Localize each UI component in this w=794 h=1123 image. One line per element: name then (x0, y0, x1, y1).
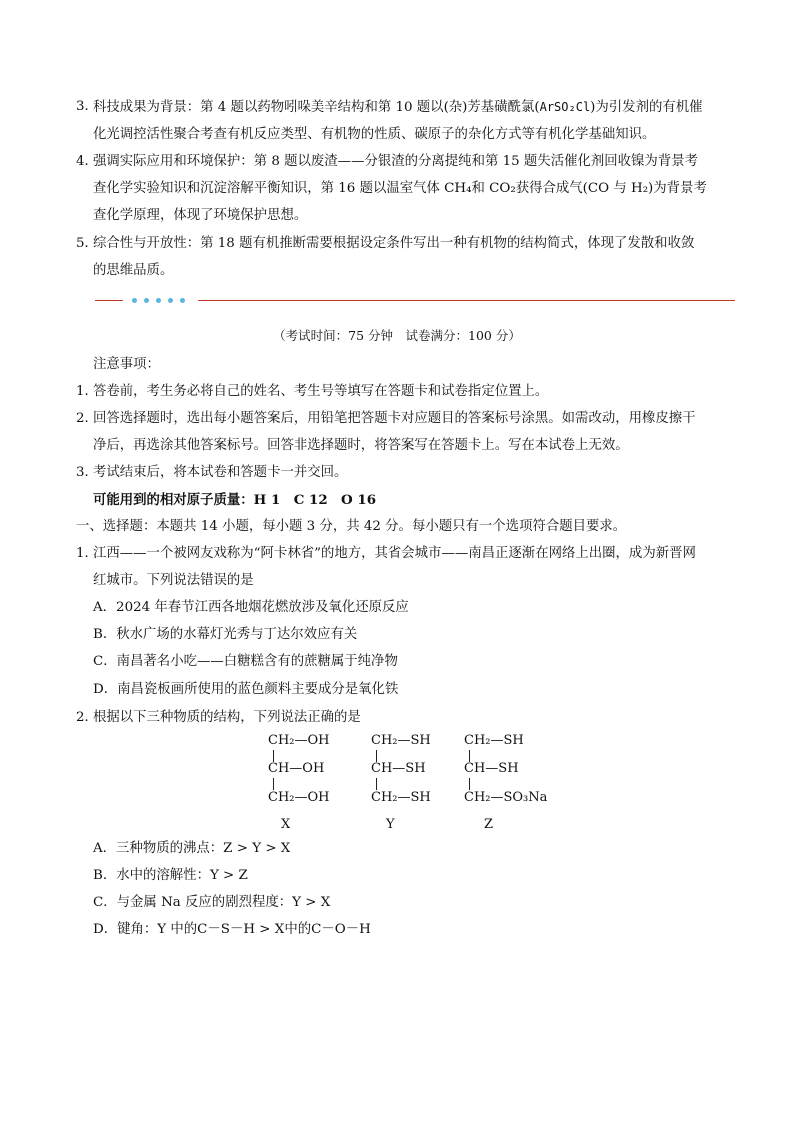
question-2-option-b[interactable]: B．水中的溶解性：Y > Z (93, 868, 248, 883)
question-1-option-b[interactable]: B．秋水广场的水幕灯光秀与丁达尔效应有关 (93, 627, 358, 642)
intro-point-3-text: 科技成果为背景：第 4 题以药物吲哚美辛结构和第 10 题以(杂)芳基磺酰氯( (93, 100, 540, 115)
divider-dot (180, 298, 185, 303)
structure-x-row-3: CH₂—OH (268, 790, 330, 805)
intro-point-4-text: 强调实际应用和环境保护：第 8 题以废渣——分银渣的分离提纯和第 15 题失活催化剂回收镍为背景考 (93, 154, 698, 169)
reagent-formula: ArSO₂Cl (539, 100, 591, 114)
divider-dot (156, 298, 161, 303)
structure-y-row-3: CH₂—SH (371, 790, 431, 805)
intro-point-4-cont2: 查化学原理，体现了环境保护思想。 (93, 208, 308, 223)
atomic-mass-line: 可能用到的相对原子质量：H 1 C 12 O 16 (93, 492, 377, 508)
structure-y-row-2: CH—SH (371, 761, 426, 776)
bond-line (469, 778, 470, 790)
question-1-stem: 江西——一个被网友戏称为“阿卡林省”的地方，其省会城市——南昌正逐渐在网络上出圈，成为新晋网 (93, 546, 696, 561)
divider-dot (132, 298, 137, 303)
intro-point-4-cont: 查化学实验知识和沉淀溶解平衡知识，第 16 题以温室气体 CH₄和 CO₂获得合成气(CO 与 H₂)为背景考 (93, 181, 707, 196)
notice-title: 注意事项： (93, 357, 160, 372)
divider-dot (144, 298, 149, 303)
intro-point-5-text: 综合性与开放性：第 18 题有机推断需要根据设定条件写出一种有机物的结构简式，体现了发散和收敛 (93, 236, 695, 251)
structure-x-row-1: CH₂—OH (268, 733, 330, 748)
notice-3-text: 考试结束后，将本试卷和答题卡一并交回。 (93, 465, 348, 480)
intro-point-3-cont: 化光调控活性聚合考查有机反应类型、有机物的性质、碳原子的杂化方式等有机化学基础知识。 (93, 127, 656, 142)
bond-line (273, 778, 274, 790)
structure-y-label: Y (386, 817, 395, 832)
question-1-stem-cont: 红城市。下列说法错误的是 (93, 573, 254, 588)
question-2-option-d[interactable]: D．键角：Y 中的C－S－H > X中的C－O－H (93, 922, 371, 937)
question-2-stem: 根据以下三种物质的结构，下列说法正确的是 (93, 710, 361, 725)
divider-line-left (95, 300, 123, 301)
structure-z-label: Z (484, 817, 494, 832)
question-2-option-c[interactable]: C．与金属 Na 反应的剧烈程度：Y > X (93, 895, 331, 910)
structure-z-row-2: CH—SH (464, 761, 519, 776)
section-divider (95, 300, 735, 302)
divider-line-right (198, 300, 735, 301)
structure-z-row-3: CH₂—SO₃Na (464, 790, 548, 805)
question-number: 1． (76, 546, 98, 561)
notice-2-text: 回答选择题时，选出每小题答案后，用铅笔把答题卡对应题目的答案标号涂黑。如需改动，用橡皮擦干 (93, 411, 696, 426)
question-1-option-d[interactable]: D．南昌瓷板画所使用的蓝色颜料主要成分是氧化铁 (93, 682, 399, 697)
question-1-option-c[interactable]: C．南昌著名小吃——白糖糕含有的蔗糖属于纯净物 (93, 654, 398, 669)
notice-1-text: 答卷前，考生务必将自己的姓名、考生号等填写在答题卡和试卷指定位置上。 (93, 384, 549, 399)
intro-point-3-text-tail: )为引发剂的有机催 (590, 100, 703, 115)
question-number: 2． (76, 710, 98, 725)
structure-x-label: X (281, 817, 291, 832)
structure-x-row-2: CH—OH (268, 761, 325, 776)
intro-point-5-cont: 的思维品质。 (93, 263, 174, 278)
structure-z-row-1: CH₂—SH (464, 733, 524, 748)
section-header: 一、选择题：本题共 14 小题，每小题 3 分，共 42 分。每小题只有一个选项符合题目要求。 (76, 519, 627, 534)
exam-info: （考试时间：75 分钟 试卷满分：100 分） (273, 328, 521, 343)
question-1-option-a[interactable]: A．2024 年春节江西各地烟花燃放涉及氧化还原反应 (93, 600, 409, 615)
question-2-option-a[interactable]: A．三种物质的沸点：Z > Y > X (93, 841, 291, 856)
divider-dot (168, 298, 173, 303)
bond-line (376, 778, 377, 790)
notice-2-cont: 净后，再选涂其他答案标号。回答非选择题时，将答案写在答题卡上。写在本试卷上无效。 (93, 438, 629, 453)
structure-y-row-1: CH₂—SH (371, 733, 431, 748)
